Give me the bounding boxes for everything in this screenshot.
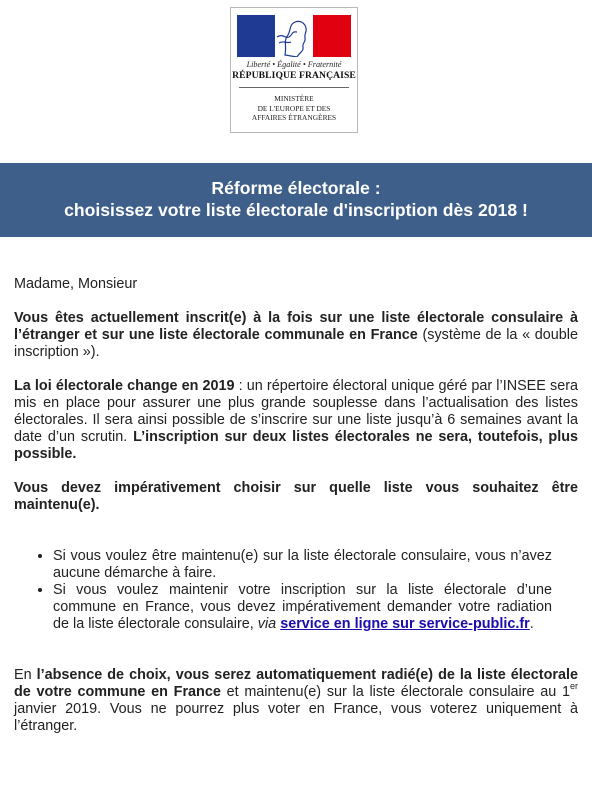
list-item-consulaire: • Si vous voulez être maintenu(e) sur la liste électorale consulaire, vous n’avez aucune démarche à faire. [53,548,552,582]
p2-bold-2: L’inscription sur deux listes électorales ne sera, toutefois, plus possible. [14,429,578,462]
banner-title-line-1: Réforme électorale : [211,178,381,198]
ministry-line-1: MINISTÈRE [274,94,314,103]
header-logo-area [0,0,592,163]
paragraph-law-change [14,378,578,463]
options-list [14,548,578,633]
logo-ministry-name [231,94,357,123]
p4-normal-1: et maintenu(e) sur la liste électorale consulaire au 1 [220,684,570,700]
p4-sup: er [569,681,578,691]
paragraph-must-choose [14,480,578,514]
ministry-line-2: DE L'EUROPE ET DES [257,103,331,113]
ministry-line-3: AFFAIRES ÉTRANGÈRES [251,113,337,122]
list-item-commune [53,582,552,633]
email-body [0,276,592,735]
p2-normal: : un répertoire électoral unique géré par l’INSEE sera mis en place pour assurer une plus grande souplesse dans l’actualisation des listes électorales. Il sera ainsi possible de s’inscrire sur une liste jusqu’à 6 semaines avant la date d’un scrutin. [14,378,578,445]
service-public-link[interactable]: service en ligne sur service-public.fr [280,616,530,632]
title-banner [0,163,592,237]
p4-normal-2: janvier 2019. Vous ne pourrez plus voter en France, vous voterez uniquement à l’étranger. [14,701,578,734]
tricolor-flag-icon [237,15,351,57]
p4-bold-1: l’absence de choix [36,667,167,683]
paragraph-absence-choix [14,667,578,735]
republique-francaise-logo [230,7,358,133]
p2-bold-1: La loi électorale change en 2019 [14,378,235,394]
logo-motto: Liberté • Égalité • Fraternité [246,60,342,69]
item2-end: . [529,616,534,632]
logo-republique-francaise: RÉPUBLIQUE FRANÇAISE [232,70,356,81]
banner-title-line-2: choisissez votre liste électorale d'inscription dès 2018 ! [64,200,528,220]
greeting: Madame, Monsieur [14,276,138,292]
item2-via: via [257,616,277,632]
item2-text: Si vous voulez maintenir votre inscription sur la liste électorale d’une commune en France, vous devez impérativement demander votre radiation de la liste électorale consulaire, [53,582,552,632]
p1-bold: Vous êtes actuellement inscrit(e) à la fois sur une liste électorale consulaire à l’étranger et sur une liste électorale communale en France [14,310,578,343]
p1-normal: (système de la « double inscription »). [14,327,578,360]
p3-bold: Vous devez impérativement choisir sur quelle liste vous souhaitez être maintenu(e). [14,480,578,513]
p4-bold-2: , vous serez automatiquement radié(e) de la liste électorale de votre commune en France [14,667,578,700]
logo-divider [239,87,349,88]
paragraph-double-inscription [14,310,578,361]
p4-en: En [14,667,37,683]
marianne-profile-icon [275,15,313,57]
